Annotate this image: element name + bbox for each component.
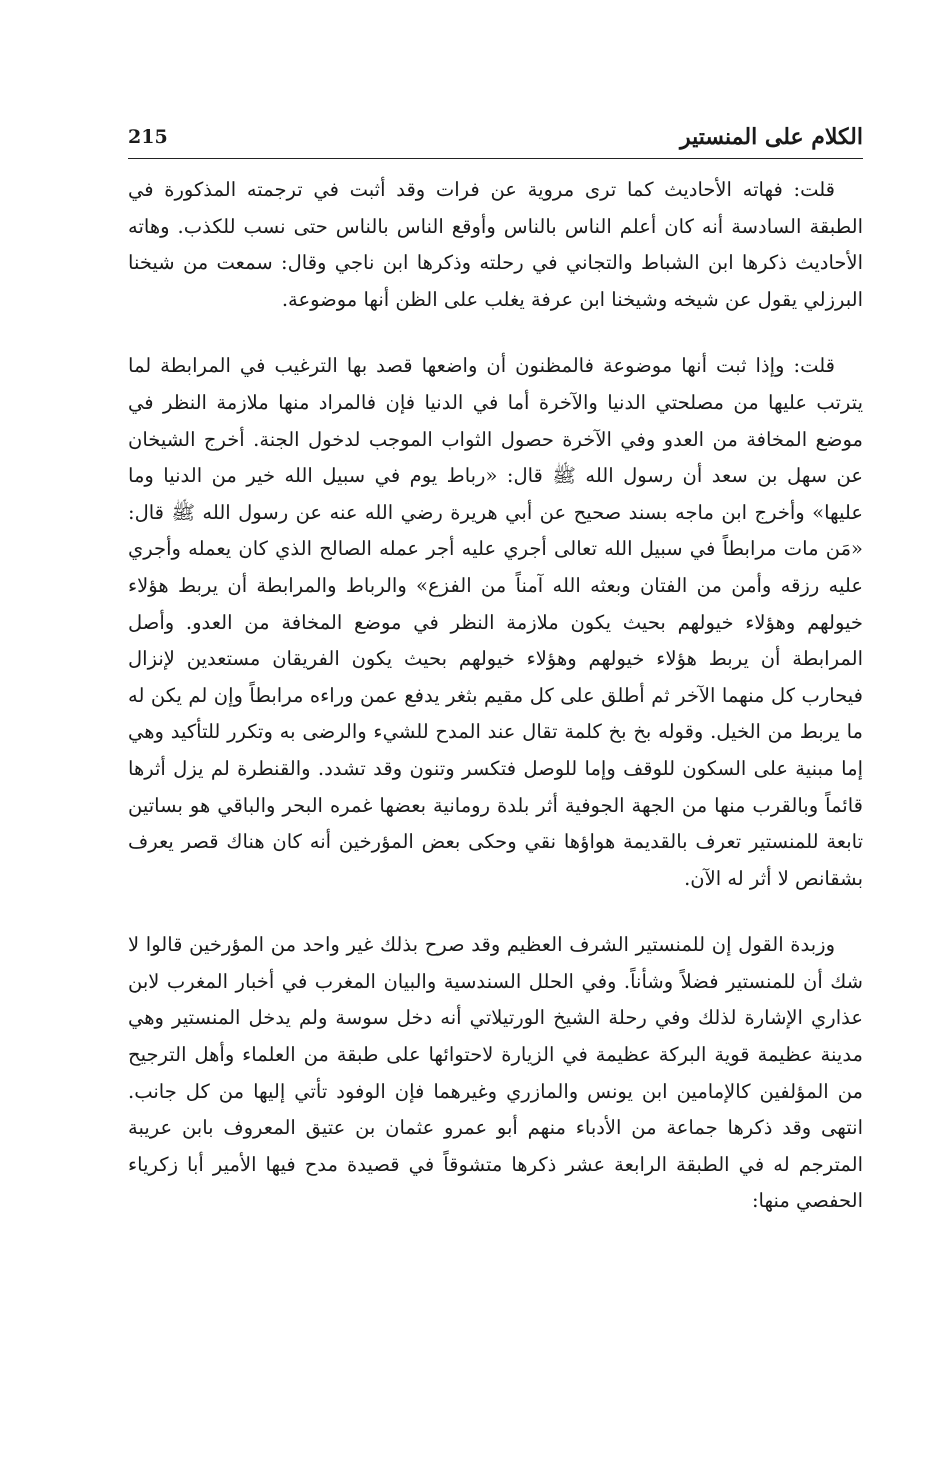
page-header [128, 122, 863, 159]
paragraph-3: وزبدة القول إن للمنستير الشرف العظيم وقد صرح بذلك غير واحد من المؤرخين قالوا لا شك أن للمنستير فضلاً وشأناً. وفي الحلل السندسية والبيان المغرب في أخبار المغرب لابن عذاري الإشارة لذلك وفي رحلة الشيخ الورتيلاتي أنه دخل سوسة ولم يدخل المنستير وهي مدينة عظيمة قوية البركة عظيمة في الزيارة لاحتوائها على طبقة من العلماء وأهل الترجيح من المؤلفين كالإمامين ابن يونس والمازري وغيرهما فإن الوفود تأتي إليها من كل جانب. انتهى وقد ذكرها جماعة من الأدباء منهم أبو عمرو عثمان بن عتيق المعروف بابن عريبة المترجم له في الطبقة الرابعة عشر ذكرها متشوقاً في قصيدة مدح فيها الأمير أبا زكرياء الحفصي منها: [128, 933, 863, 1213]
page-number: 215 [128, 126, 168, 148]
paragraph-2: قلت: وإذا ثبت أنها موضوعة فالمظنون أن واضعها قصد بها الترغيب في المرابطة لما يترتب عليها من مصلحتي الدنيا والآخرة أما في الدنيا فإن فالمراد منها ملازمة النظر في موضع المخافة من العدو وفي الآخرة حصول الثواب الموجب لدخول الجنة. أخرج الشيخان عن سهل بن سعد أن رسول الله ﷺ قال: «رباط يوم في سبيل الله خير من الدنيا وما عليها» وأخرج ابن ماجه بسند صحيح عن أبي هريرة رضي الله عنه عن رسول الله ﷺ قال: «مَن مات مرابطاً في سبيل الله تعالى أجري عليه أجر عمله الصالح الذي كان يعمله وأجري عليه رزقه وأمن من الفتان وبعثه الله آمناً من الفزع» والرباط والمرابطة أن يربط هؤلاء خيولهم وهؤلاء خيولهم بحيث يكون ملازمة النظر في موضع المخافة من العدو. وأصل المرابطة أن يربط هؤلاء خيولهم وهؤلاء خيولهم بحيث يكون الفريقان مستعدين لإنزال فيحارب كل منهما الآخر ثم أطلق على كل مقيم بثغر يدفع عمن وراءه مرابطاً وإن لم يكن له ما يربط من الخيل. وقوله بخ بخ كلمة تقال عند المدح للشيء والرضى به وتكرر للتأكيد وهي إما مبنية على السكون للوقف وإما للوصل فتكسر وتنون وقد تشدد. والقنطرة لم يزل أثرها قائماً وبالقرب منها من الجهة الجوفية أثر بلدة رومانية بعضها غمره البحر والباقي هو بساتين تابعة للمنستير تعرف بالقديمة هواؤها نقي وحكى بعض المؤرخين أنه كان هناك قصر يعرف بشقانص لا أثر له الآن. [128, 354, 863, 890]
running-title: الكلام على المنستير [680, 124, 863, 150]
paragraph-1: قلت: فهاته الأحاديث كما ترى مروية عن فرات وقد أثبت في ترجمته المذكورة في الطبقة السادسة أنه كان أعلم الناس بالناس وأوقع الناس بالناس حتى نسب للكذب. وهاته الأحاديث ذكرها ابن الشباط والتجاني في رحلته وذكرها ابن ناجي وقال: سمعت من شيخنا البرزلي يقول عن شيخه وشيخنا ابن عرفة يغلب على الظن أنها موضوعة. [128, 178, 863, 311]
body-text [128, 172, 863, 1220]
